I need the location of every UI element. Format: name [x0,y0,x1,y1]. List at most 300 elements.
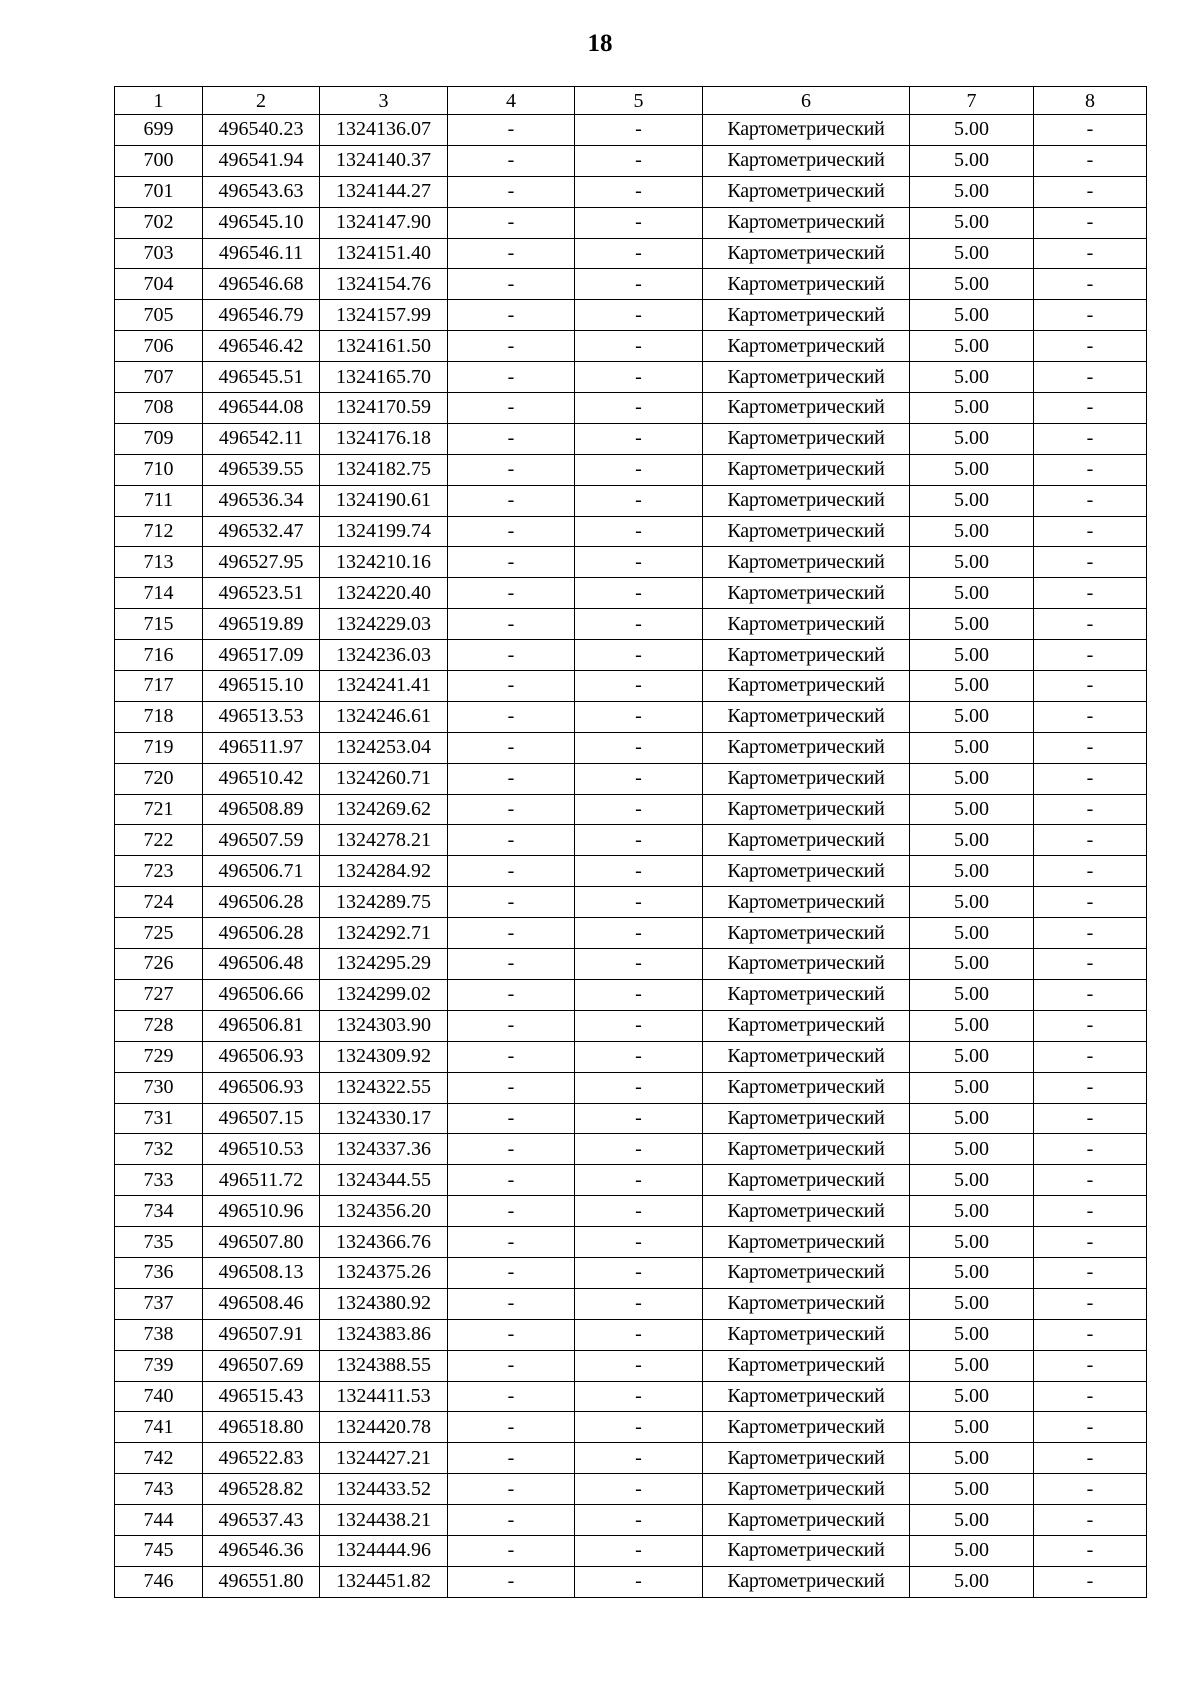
cell-method: Картометрический [703,269,910,300]
cell-coord-x: 496506.48 [203,949,320,980]
cell-col-4: - [448,578,575,609]
cell-coord-y: 1324295.29 [320,949,448,980]
cell-point-number: 719 [115,732,203,763]
cell-col-4: - [448,701,575,732]
table-row [115,732,1147,763]
cell-accuracy: 5.00 [910,918,1034,949]
cell-col-5: - [575,609,703,640]
table-row [115,269,1147,300]
cell-col-5: - [575,145,703,176]
cell-col-8: - [1034,578,1147,609]
cell-coord-y: 1324420.78 [320,1412,448,1443]
table-row [115,393,1147,424]
cell-col-5: - [575,701,703,732]
header-row [115,87,1147,115]
cell-col-4: - [448,918,575,949]
cell-method: Картометрический [703,300,910,331]
cell-accuracy: 5.00 [910,145,1034,176]
cell-col-8: - [1034,331,1147,362]
cell-coord-y: 1324136.07 [320,115,448,146]
cell-col-4: - [448,423,575,454]
cell-point-number: 744 [115,1505,203,1536]
cell-col-8: - [1034,1350,1147,1381]
cell-coord-y: 1324383.86 [320,1319,448,1350]
cell-point-number: 712 [115,516,203,547]
cell-col-8: - [1034,485,1147,516]
table-row [115,578,1147,609]
cell-method: Картометрический [703,701,910,732]
cell-method: Картометрический [703,1350,910,1381]
cell-col-8: - [1034,609,1147,640]
cell-col-5: - [575,1350,703,1381]
cell-point-number: 733 [115,1165,203,1196]
cell-point-number: 734 [115,1196,203,1227]
cell-coord-y: 1324284.92 [320,856,448,887]
cell-method: Картометрический [703,362,910,393]
cell-accuracy: 5.00 [910,269,1034,300]
cell-point-number: 723 [115,856,203,887]
table-row [115,300,1147,331]
table-row [115,640,1147,671]
cell-col-5: - [575,454,703,485]
cell-method: Картометрический [703,825,910,856]
cell-col-5: - [575,1134,703,1165]
cell-point-number: 715 [115,609,203,640]
cell-col-4: - [448,1474,575,1505]
cell-col-5: - [575,176,703,207]
cell-accuracy: 5.00 [910,671,1034,702]
cell-accuracy: 5.00 [910,1474,1034,1505]
table-row [115,1257,1147,1288]
table-row [115,887,1147,918]
cell-method: Картометрический [703,1103,910,1134]
cell-coord-x: 496542.11 [203,423,320,454]
cell-point-number: 717 [115,671,203,702]
cell-coord-x: 496539.55 [203,454,320,485]
cell-col-5: - [575,207,703,238]
cell-col-4: - [448,516,575,547]
cell-coord-x: 496508.13 [203,1257,320,1288]
cell-coord-y: 1324344.55 [320,1165,448,1196]
table-row [115,362,1147,393]
cell-accuracy: 5.00 [910,1505,1034,1536]
cell-coord-y: 1324388.55 [320,1350,448,1381]
cell-coord-x: 496507.80 [203,1227,320,1258]
cell-point-number: 728 [115,1010,203,1041]
cell-point-number: 699 [115,115,203,146]
cell-coord-x: 496543.63 [203,176,320,207]
cell-col-4: - [448,609,575,640]
cell-point-number: 703 [115,238,203,269]
cell-coord-y: 1324140.37 [320,145,448,176]
cell-method: Картометрический [703,794,910,825]
cell-point-number: 746 [115,1566,203,1597]
cell-col-5: - [575,1505,703,1536]
table-row [115,1319,1147,1350]
cell-col-5: - [575,825,703,856]
cell-accuracy: 5.00 [910,1041,1034,1072]
cell-col-5: - [575,1041,703,1072]
cell-col-8: - [1034,1134,1147,1165]
cell-method: Картометрический [703,1412,910,1443]
cell-method: Картометрический [703,609,910,640]
cell-accuracy: 5.00 [910,1566,1034,1597]
cell-accuracy: 5.00 [910,701,1034,732]
table-row [115,1381,1147,1412]
cell-coord-y: 1324289.75 [320,887,448,918]
cell-coord-x: 496545.10 [203,207,320,238]
cell-coord-x: 496508.46 [203,1288,320,1319]
cell-col-8: - [1034,423,1147,454]
cell-accuracy: 5.00 [910,207,1034,238]
cell-coord-x: 496537.43 [203,1505,320,1536]
cell-col-4: - [448,1257,575,1288]
table-row [115,331,1147,362]
cell-col-8: - [1034,825,1147,856]
cell-col-8: - [1034,1227,1147,1258]
cell-coord-x: 496506.28 [203,918,320,949]
cell-accuracy: 5.00 [910,238,1034,269]
cell-coord-y: 1324147.90 [320,207,448,238]
cell-method: Картометрический [703,516,910,547]
column-header-8: 8 [1034,87,1147,115]
cell-col-4: - [448,1535,575,1566]
cell-accuracy: 5.00 [910,578,1034,609]
cell-col-5: - [575,1443,703,1474]
cell-col-8: - [1034,1535,1147,1566]
cell-accuracy: 5.00 [910,115,1034,146]
table-row [115,516,1147,547]
cell-accuracy: 5.00 [910,516,1034,547]
cell-coord-x: 496511.72 [203,1165,320,1196]
cell-coord-x: 496506.81 [203,1010,320,1041]
cell-method: Картометрический [703,331,910,362]
cell-coord-x: 496545.51 [203,362,320,393]
cell-method: Картометрический [703,1505,910,1536]
cell-point-number: 700 [115,145,203,176]
cell-coord-x: 496513.53 [203,701,320,732]
cell-col-8: - [1034,1072,1147,1103]
column-header-7: 7 [910,87,1034,115]
cell-method: Картометрический [703,1566,910,1597]
table-row [115,825,1147,856]
cell-col-5: - [575,1412,703,1443]
cell-method: Картометрический [703,547,910,578]
cell-coord-x: 496546.11 [203,238,320,269]
cell-col-8: - [1034,1412,1147,1443]
cell-col-5: - [575,887,703,918]
cell-col-8: - [1034,640,1147,671]
cell-col-5: - [575,1103,703,1134]
cell-col-8: - [1034,732,1147,763]
cell-col-4: - [448,238,575,269]
table-row [115,1165,1147,1196]
cell-col-5: - [575,115,703,146]
cell-col-8: - [1034,1103,1147,1134]
cell-accuracy: 5.00 [910,1165,1034,1196]
cell-coord-y: 1324253.04 [320,732,448,763]
cell-col-5: - [575,1535,703,1566]
cell-coord-y: 1324241.41 [320,671,448,702]
cell-col-4: - [448,1505,575,1536]
table-row [115,115,1147,146]
cell-col-8: - [1034,979,1147,1010]
cell-col-4: - [448,1134,575,1165]
cell-point-number: 727 [115,979,203,1010]
cell-col-4: - [448,547,575,578]
cell-col-8: - [1034,238,1147,269]
cell-point-number: 745 [115,1535,203,1566]
table-row [115,949,1147,980]
cell-col-4: - [448,1381,575,1412]
cell-col-8: - [1034,300,1147,331]
cell-col-5: - [575,1010,703,1041]
cell-coord-x: 496507.91 [203,1319,320,1350]
cell-coord-y: 1324278.21 [320,825,448,856]
table-row [115,1041,1147,1072]
cell-coord-x: 496540.23 [203,115,320,146]
cell-coord-x: 496511.97 [203,732,320,763]
cell-accuracy: 5.00 [910,485,1034,516]
cell-col-4: - [448,671,575,702]
cell-method: Картометрический [703,1165,910,1196]
cell-coord-x: 496519.89 [203,609,320,640]
cell-col-4: - [448,1196,575,1227]
cell-accuracy: 5.00 [910,300,1034,331]
cell-col-4: - [448,207,575,238]
cell-point-number: 730 [115,1072,203,1103]
cell-method: Картометрический [703,1474,910,1505]
cell-col-8: - [1034,1165,1147,1196]
cell-method: Картометрический [703,887,910,918]
cell-accuracy: 5.00 [910,763,1034,794]
cell-coord-y: 1324190.61 [320,485,448,516]
table-row [115,485,1147,516]
cell-point-number: 743 [115,1474,203,1505]
cell-accuracy: 5.00 [910,732,1034,763]
cell-coord-y: 1324220.40 [320,578,448,609]
cell-point-number: 716 [115,640,203,671]
cell-col-4: - [448,1165,575,1196]
cell-coord-x: 496510.53 [203,1134,320,1165]
cell-method: Картометрический [703,485,910,516]
cell-accuracy: 5.00 [910,1350,1034,1381]
cell-method: Картометрический [703,176,910,207]
cell-coord-y: 1324444.96 [320,1535,448,1566]
cell-method: Картометрический [703,115,910,146]
cell-col-8: - [1034,1257,1147,1288]
cell-method: Картометрический [703,578,910,609]
cell-col-8: - [1034,176,1147,207]
cell-coord-x: 496546.42 [203,331,320,362]
cell-coord-y: 1324330.17 [320,1103,448,1134]
cell-col-8: - [1034,207,1147,238]
cell-col-5: - [575,1196,703,1227]
cell-coord-y: 1324170.59 [320,393,448,424]
cell-coord-x: 496510.42 [203,763,320,794]
cell-col-8: - [1034,115,1147,146]
cell-point-number: 710 [115,454,203,485]
cell-coord-y: 1324337.36 [320,1134,448,1165]
cell-accuracy: 5.00 [910,331,1034,362]
cell-coord-x: 496528.82 [203,1474,320,1505]
cell-col-4: - [448,856,575,887]
cell-point-number: 741 [115,1412,203,1443]
cell-method: Картометрический [703,207,910,238]
table-body [115,115,1147,1598]
cell-col-5: - [575,918,703,949]
table-row [115,1412,1147,1443]
cell-point-number: 718 [115,701,203,732]
cell-accuracy: 5.00 [910,362,1034,393]
cell-col-5: - [575,238,703,269]
table-header [115,87,1147,115]
cell-col-5: - [575,949,703,980]
cell-method: Картометрический [703,1535,910,1566]
table-row [115,176,1147,207]
cell-method: Картометрический [703,145,910,176]
cell-coord-y: 1324309.92 [320,1041,448,1072]
cell-coord-y: 1324433.52 [320,1474,448,1505]
cell-accuracy: 5.00 [910,1319,1034,1350]
cell-coord-y: 1324176.18 [320,423,448,454]
cell-coord-x: 496506.71 [203,856,320,887]
cell-col-8: - [1034,145,1147,176]
cell-coord-x: 496507.59 [203,825,320,856]
cell-col-8: - [1034,516,1147,547]
cell-col-4: - [448,640,575,671]
cell-col-4: - [448,269,575,300]
table-row [115,1350,1147,1381]
cell-coord-y: 1324380.92 [320,1288,448,1319]
cell-coord-y: 1324165.70 [320,362,448,393]
cell-col-5: - [575,1227,703,1258]
table-row [115,979,1147,1010]
cell-accuracy: 5.00 [910,393,1034,424]
cell-accuracy: 5.00 [910,1134,1034,1165]
cell-accuracy: 5.00 [910,547,1034,578]
cell-col-4: - [448,393,575,424]
cell-col-4: - [448,979,575,1010]
table-row [115,1196,1147,1227]
cell-coord-y: 1324303.90 [320,1010,448,1041]
cell-point-number: 732 [115,1134,203,1165]
cell-col-4: - [448,145,575,176]
cell-coord-y: 1324451.82 [320,1566,448,1597]
cell-method: Картометрический [703,763,910,794]
cell-col-4: - [448,331,575,362]
cell-coord-y: 1324229.03 [320,609,448,640]
cell-col-8: - [1034,856,1147,887]
cell-point-number: 724 [115,887,203,918]
cell-accuracy: 5.00 [910,949,1034,980]
cell-coord-x: 496506.66 [203,979,320,1010]
cell-point-number: 713 [115,547,203,578]
cell-col-8: - [1034,1443,1147,1474]
cell-col-5: - [575,640,703,671]
cell-col-4: - [448,300,575,331]
cell-coord-y: 1324161.50 [320,331,448,362]
cell-coord-x: 496522.83 [203,1443,320,1474]
coordinates-table [114,86,1147,1598]
cell-col-8: - [1034,1474,1147,1505]
cell-col-4: - [448,1010,575,1041]
cell-coord-y: 1324438.21 [320,1505,448,1536]
cell-col-4: - [448,794,575,825]
cell-method: Картометрический [703,1196,910,1227]
cell-col-8: - [1034,701,1147,732]
cell-point-number: 739 [115,1350,203,1381]
cell-method: Картометрический [703,1257,910,1288]
cell-point-number: 738 [115,1319,203,1350]
table-row [115,1443,1147,1474]
cell-coord-x: 496546.68 [203,269,320,300]
table-row [115,918,1147,949]
table-row [115,1535,1147,1566]
cell-coord-x: 496532.47 [203,516,320,547]
cell-accuracy: 5.00 [910,825,1034,856]
cell-coord-x: 496515.10 [203,671,320,702]
cell-method: Картометрический [703,732,910,763]
cell-col-5: - [575,485,703,516]
column-header-1: 1 [115,87,203,115]
cell-col-8: - [1034,887,1147,918]
cell-point-number: 736 [115,1257,203,1288]
cell-point-number: 705 [115,300,203,331]
cell-accuracy: 5.00 [910,1288,1034,1319]
cell-col-5: - [575,547,703,578]
cell-coord-y: 1324144.27 [320,176,448,207]
page-number: 18 [587,30,613,57]
column-header-4: 4 [448,87,575,115]
cell-col-4: - [448,176,575,207]
cell-coord-x: 496507.15 [203,1103,320,1134]
column-header-5: 5 [575,87,703,115]
cell-col-8: - [1034,918,1147,949]
cell-col-4: - [448,1566,575,1597]
cell-accuracy: 5.00 [910,1010,1034,1041]
cell-accuracy: 5.00 [910,1103,1034,1134]
cell-col-8: - [1034,362,1147,393]
cell-point-number: 737 [115,1288,203,1319]
cell-coord-x: 496508.89 [203,794,320,825]
cell-col-4: - [448,825,575,856]
cell-accuracy: 5.00 [910,640,1034,671]
cell-col-5: - [575,856,703,887]
table-row [115,1288,1147,1319]
cell-coord-x: 496544.08 [203,393,320,424]
cell-accuracy: 5.00 [910,1257,1034,1288]
cell-col-4: - [448,949,575,980]
cell-col-4: - [448,1288,575,1319]
cell-point-number: 722 [115,825,203,856]
cell-method: Картометрический [703,1010,910,1041]
cell-coord-y: 1324210.16 [320,547,448,578]
cell-coord-x: 496518.80 [203,1412,320,1443]
cell-method: Картометрический [703,393,910,424]
cell-accuracy: 5.00 [910,1535,1034,1566]
cell-coord-x: 496506.93 [203,1072,320,1103]
cell-coord-y: 1324246.61 [320,701,448,732]
cell-point-number: 701 [115,176,203,207]
cell-method: Картометрический [703,1072,910,1103]
table-row [115,1227,1147,1258]
cell-method: Картометрический [703,1041,910,1072]
cell-method: Картометрический [703,979,910,1010]
cell-col-4: - [448,887,575,918]
cell-method: Картометрический [703,423,910,454]
cell-col-8: - [1034,1381,1147,1412]
